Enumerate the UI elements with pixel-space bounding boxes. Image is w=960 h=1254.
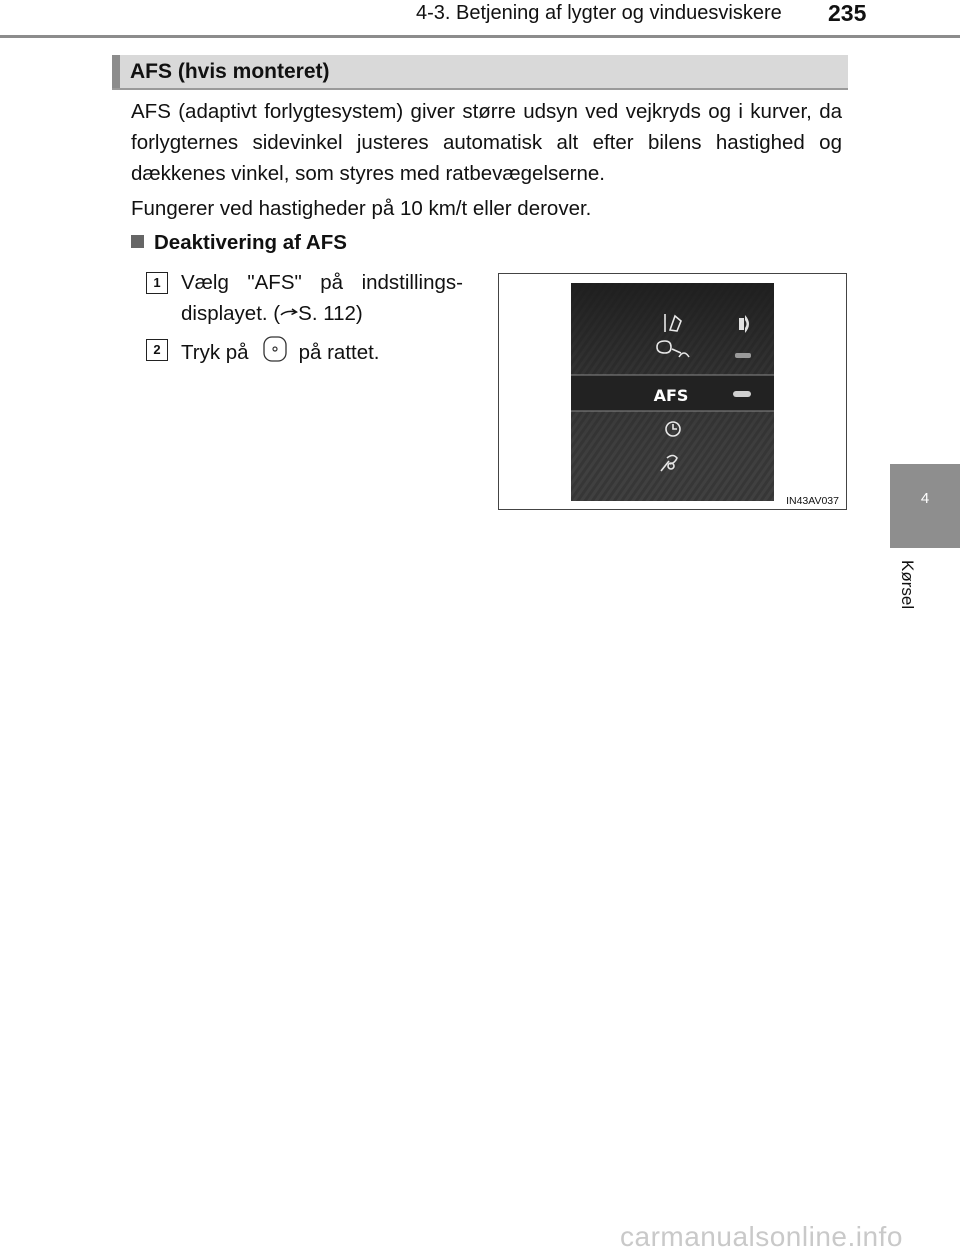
section-marker [112, 55, 120, 88]
step-number-2: 2 [146, 339, 168, 361]
multi-info-display-image [571, 283, 774, 501]
arrow-right-icon [280, 307, 298, 317]
speed-note-paragraph: Fungerer ved hastigheder på 10 km/t eller derover. [131, 197, 592, 220]
bullet-square-icon [131, 235, 144, 248]
subsection-heading [131, 231, 347, 255]
page-number: 235 [828, 0, 867, 26]
step-1-word: Vælg [181, 271, 229, 294]
intro-paragraph: AFS (adaptivt forlygtesystem) giver større udsyn ved vejkryds og i kurver, da forlygternes sidevinkel justeres automatisk alt efter bilens hastighed og dækkenes vinkel, som styres med ratbevægelserne. [131, 100, 842, 185]
step-1-word: "AFS" [247, 271, 302, 294]
step-1-word: på [320, 271, 344, 294]
watermark: carmanualsonline.info [620, 1221, 903, 1252]
afs-menu-label: AFS [653, 386, 689, 405]
page-reference-link[interactable]: S. 112) [298, 302, 363, 325]
chapter-side-label: Kørsel [898, 560, 917, 610]
step-number-1: 1 [146, 272, 168, 294]
dashboard-figure [498, 273, 847, 510]
step-1-text [181, 267, 463, 329]
chapter-side-tab[interactable] [890, 464, 960, 548]
section-title: AFS (hvis monteret) [130, 60, 330, 83]
subsection-title: Deaktivering af AFS [154, 231, 347, 254]
step-1-word: indstillings- [361, 271, 463, 294]
step-1-line-2: displayet. ( S. 112) [181, 302, 363, 325]
header-divider [0, 35, 960, 38]
steering-wheel-button-icon [261, 335, 289, 372]
chapter-header: 4-3. Betjening af lygter og vinduesviskere [416, 2, 782, 24]
chapter-number: 4 [920, 490, 930, 507]
step-1-line-1 [181, 267, 463, 298]
figure-id: IN43AV037 [786, 495, 839, 507]
section-heading-bar [112, 55, 848, 90]
step-2-text: Tryk på på rattet. [181, 335, 380, 372]
